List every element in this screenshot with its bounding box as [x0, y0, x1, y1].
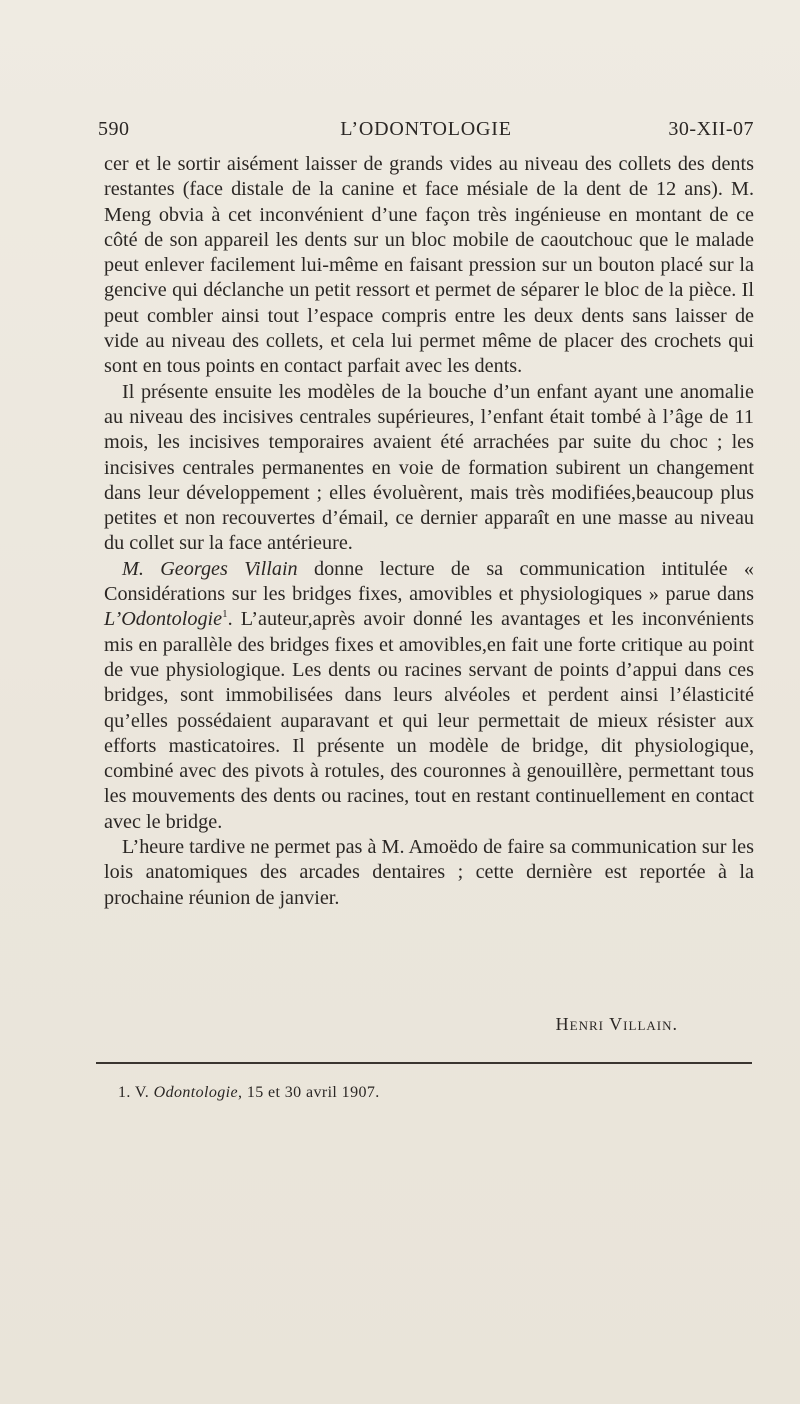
- footnote-marker: 1. V.: [118, 1084, 150, 1101]
- paragraph-3-part-b: . L’auteur,après avoir donné les avantages et les inconvénients mis en parallèle des bridges fixes et amovibles,en fait une forte critique au point de vue physiologique. Les dents ou racines servant de points d’appui dans ces bridges, sont immobilisées dans leurs alvéoles et perdent ainsi l’élasticité qu’elles possédaient auparavant et qui leur permettait de mieux résister aux efforts masticatoires. Il présente un modèle de bridge, dit physiologique, combiné avec des pivots à rotules, des couronnes à genouillère, permettant tous les mouvements des dents ou racines, tout en restant continuellement en contact avec le bridge.: [104, 608, 754, 833]
- signature: Henri Villain.: [555, 1014, 678, 1034]
- footnote-divider: [96, 1062, 752, 1064]
- paragraph-1: cer et le sortir aisément laisser de grands vides au niveau des collets des dents restantes (face distale de la canine et face mésiale de la dent de 12 ans). M. Meng obvia à cet inconvénient d’une façon très ingénieuse en montant de ce côté de son appareil les dents sur un bloc mobile de caoutchouc que le malade peut enlever facilement lui-même en faisant pression sur un bouton placé sur la gencive qui déclanche un petit ressort et permet de séparer le bloc de la pièce. Il peut combler ainsi tout l’espace compris entre les deux dents sans laisser de vide au niveau des collets, et cela lui permet même de placer des crochets qui sont en tous points en contact parfait avec les dents.: [104, 153, 754, 378]
- journal-reference: L’Odontologie: [104, 608, 223, 631]
- footnote-journal: Odontologie: [153, 1084, 239, 1101]
- page-number: 590: [98, 118, 130, 140]
- footnote-reference: 1: [222, 608, 228, 621]
- running-header: [98, 118, 754, 148]
- footnote: [118, 1084, 380, 1102]
- article-body: [104, 152, 754, 911]
- journal-title: L’ODONTOLOGIE: [340, 118, 512, 140]
- paragraph-3-part-a: donne lecture de sa communication intitulée « Considérations sur les bridges fixes, amovibles et physiologiques » parue dans: [104, 557, 754, 606]
- paragraph-2: Il présente ensuite les modèles de la bouche d’un enfant ayant une anomalie au niveau des incisives centrales supérieures, l’enfant était tombé à l’âge de 11 mois, les incisives temporaires avaient été arrachées par suite du choc ; les incisives centrales permanentes en voie de formation subirent un changement dans leur développement ; elles évoluèrent, mais très modifiées,beaucoup plus petites et non recouvertes d’émail, ce dernier apparaît en une masse au niveau du collet sur la face antérieure.: [104, 380, 754, 555]
- author-name: M. Georges Villain: [122, 557, 298, 580]
- paragraph-3: [104, 557, 754, 835]
- issue-date: 30-XII-07: [668, 118, 754, 140]
- footnote-text: , 15 et 30 avril 1907.: [238, 1084, 380, 1101]
- paragraph-4: L’heure tardive ne permet pas à M. Amoëdo de faire sa communication sur les lois anatomiques des arcades dentaires ; cette dernière est reportée à la prochaine réunion de janvier.: [104, 836, 754, 909]
